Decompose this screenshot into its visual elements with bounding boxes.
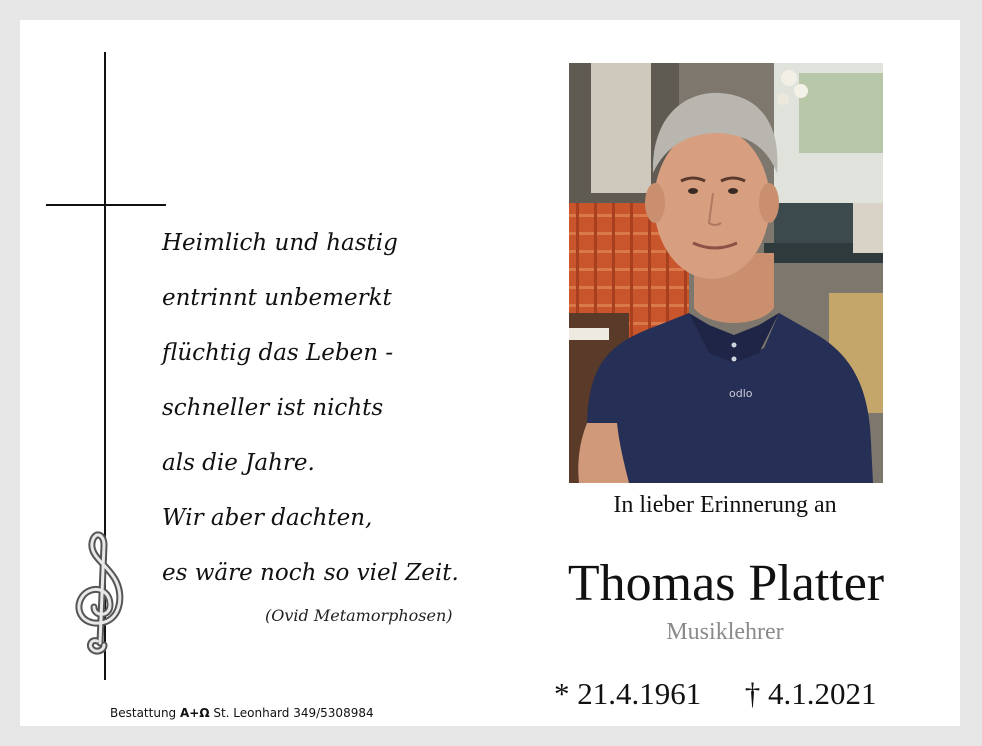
funeral-home-footer [110, 706, 374, 720]
memorial-card [20, 20, 960, 726]
deceased-name: Thomas Platter [567, 555, 885, 612]
poem-source: (Ovid Metamorphosen) [265, 606, 453, 625]
birth-date: 21.4.1961 [577, 676, 702, 711]
footer-suffix: St. Leonhard 349/5308984 [209, 706, 374, 720]
treble-clef-icon [64, 525, 134, 655]
portrait-photo [569, 63, 883, 483]
poem-line: es wäre noch so viel Zeit. [162, 560, 459, 586]
memorial-intro: In lieber Erinnerung an [613, 492, 837, 518]
footer-prefix: Bestattung [110, 706, 180, 720]
poem-line: schneller ist nichts [162, 395, 384, 421]
footer-brand: A+Ω [179, 706, 210, 720]
poem [162, 216, 459, 601]
portrait-photo-illustration [569, 63, 883, 483]
cross-icon-horizontal [46, 204, 166, 206]
birth-symbol: * [554, 676, 570, 711]
poem-line: Heimlich und hastig [162, 230, 398, 256]
death-symbol: † [744, 676, 761, 711]
poem-line: Wir aber dachten, [162, 505, 373, 531]
poem-line: als die Jahre. [162, 450, 315, 476]
death-date: 4.1.2021 [768, 676, 877, 711]
life-dates [554, 676, 877, 712]
poem-line: entrinnt unbemerkt [162, 285, 392, 311]
poem-line: flüchtig das Leben - [162, 340, 394, 366]
svg-text:odlo: odlo [729, 387, 753, 400]
profession: Musiklehrer [666, 619, 784, 645]
